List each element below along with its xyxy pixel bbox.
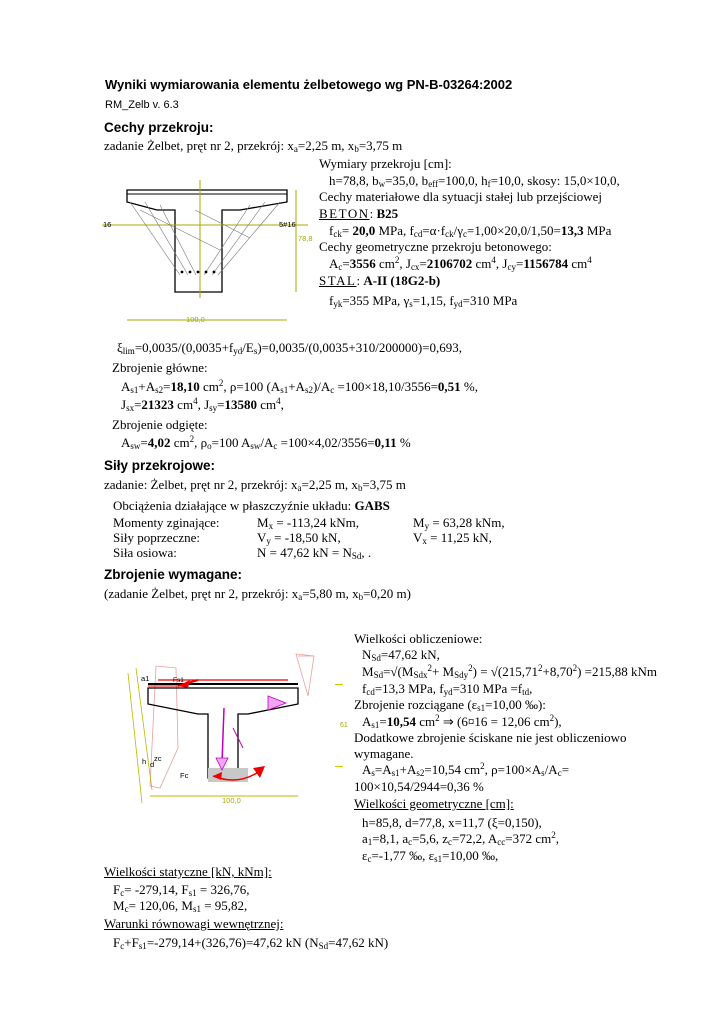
fig2-label-h: h <box>142 757 147 766</box>
moment-my: $M_y = 63,28$ kNm, <box>413 515 505 531</box>
section-heading-zbrojenie: Zbrojenie wymagane: <box>104 567 243 582</box>
fig1-height-label: 78,8 <box>298 234 313 243</box>
forces-row-axial: Siła osiowa: <box>113 545 177 560</box>
task-line-3: (zadanie Żelbet, pręt nr 2, przekrój: $x_a=5,80$ m, $x_b=0,20$ m) <box>104 586 411 602</box>
bent-reinf-label: Zbrojenie odgięte: <box>112 417 208 432</box>
design-nsd: $N_{Sd}=47,62$ kN, <box>362 647 440 663</box>
shear-vx: $V_x = 11,25$ kN, <box>413 530 492 546</box>
fig2-label-zc: zc <box>154 754 162 763</box>
fig2-label-fc: Fc <box>180 771 189 780</box>
main-reinf-line1: $A_{s1}+A_{s2}=18,10$ $cm^2$, ρ=100 $(A_{s1}+A_{s2})/A_c =100\times 18,10/3556=0,51$ %, <box>121 378 478 395</box>
forces-row-shear: Siły poprzeczne: <box>113 530 200 545</box>
task-line-1: zadanie Żelbet, pręt nr 2, przekrój: $x_a=2,25$ m, $x_b=3,75$ m <box>104 138 403 154</box>
moment-mx: $M_x = -113,24$ kNm, <box>257 515 359 531</box>
static-label: Wielkości statyczne [kN, kNm]: <box>104 864 272 879</box>
as-line2: 100×10,54/2944=0,36 % <box>354 779 484 794</box>
fig2-width-label: 100,0 <box>222 796 241 805</box>
design-fcd: $f_{cd}=13,3$ MPa, $f_{yd}=310$ MPa $=f_{td}$, <box>362 681 533 697</box>
geometry-line2: $a_1=8,1$, $a_c=5,6$, $z_c=72,2$, $A_{cc}=372$ $cm^2$, <box>362 830 559 847</box>
materials-label: Cechy materiałowe dla sytuacji stałej lub przejściowej <box>319 189 603 204</box>
tension-line: $A_{s1}=10,54$ $cm^2$ ⇒ (6¤16 = 12,06 $cm^2$), <box>362 713 562 730</box>
fig2-tick-2 <box>335 766 343 767</box>
dims-label: Wymiary przekroju [cm]: <box>319 156 452 171</box>
geometry-label: Wielkości geometryczne [cm]: <box>354 796 514 811</box>
compression-line1: Dodatkowe zbrojenie ściskane nie jest obliczeniowo <box>354 730 627 745</box>
design-label: Wielkości obliczeniowe: <box>354 631 483 646</box>
geom-label: Cechy geometryczne przekroju betonowego: <box>319 239 552 254</box>
section-heading-sily: Siły przekrojowe: <box>104 458 216 473</box>
axial-n: N = 47,62 kN = $N_{Sd}$, . <box>257 545 372 561</box>
tension-label: Zbrojenie rozciągane ($\varepsilon_{s1}=10,00$ ‰): <box>354 697 546 713</box>
design-msd: $M_{Sd}=√(M_{Sdx}^2+ M_{Sdy}^2) = √(215,71^2+8,70^2) =215,88$ kNm <box>362 663 657 680</box>
fig1-label-right: 5#16 <box>279 220 296 229</box>
beton-line: BETON: B25 <box>319 206 399 221</box>
fig2-label-d: d <box>150 760 155 769</box>
fig2-tick-1 <box>335 684 343 685</box>
fig1-width-label: 100,0 <box>186 315 205 324</box>
main-reinf-label: Zbrojenie główne: <box>112 360 208 375</box>
steel-props: $f_{yk}=355$ MPa, $\gamma_s=1,15$, $f_{yd}=310$ MPa <box>329 293 518 309</box>
fig2-label-fs1: Fs1 <box>173 677 184 684</box>
fig1-label-left: 16 <box>103 220 112 229</box>
xi-lim-line: $\xi_{lim}=0,0035/(0,0035+f_{yd}/E_s)=0,0035/(0,0035+310/200000)=0,693$, <box>117 340 463 356</box>
forces-row-moments: Momenty zginające: <box>113 515 220 530</box>
fig2-label-a1: a1 <box>141 674 150 683</box>
equilibrium-line: $F_c+F_{s1}=-279,14+(326,76)=47,62$ kN ($N_{Sd}=47,62$ kN) <box>113 935 389 951</box>
fig2-label-61: 61 <box>340 722 348 729</box>
dims-line: h=78,8, $b_w=35,0$, $b_{eff}=100,0$, $h_f=10,0$, skosy: 15,0×10,0, <box>329 173 620 189</box>
main-reinf-line2: $J_{sx}=21323$ $cm^4$, $J_{sy}=13580$ $cm^4$, <box>121 396 284 413</box>
section-heading-cechy: Cechy przekroju: <box>104 120 214 135</box>
program-version: RM_Zelb v. 6.3 <box>105 99 179 111</box>
shear-vy: $V_y = -18,50$ kN, <box>257 530 341 546</box>
equilibrium-label: Warunki równowagi wewnętrznej: <box>104 916 284 931</box>
bent-reinf-line: $A_{sw}=4,02$ $cm^2$, $\rho_o=100$ $A_{sw}/A_c =100\times 4,02/3556=0,11$ % <box>121 434 411 451</box>
geometry-line3: $\varepsilon_c=-1,77$ ‰, $\varepsilon_{s1}=10,00$ ‰, <box>362 848 499 864</box>
static-line2: $M_c= 120,06$, $M_{s1} = 95,82$, <box>113 898 248 914</box>
geometry-line1: h=85,8, d=77,8, x=11,7 (ξ=0,150), <box>362 815 542 830</box>
geom-line: $A_c=3556$ $cm^2$, $J_{cx}=2106702$ $cm^4$, $J_{cy}=1156784$ $cm^4$ <box>329 255 592 272</box>
task-line-2: zadanie: Żelbet, pręt nr 2, przekrój: $x_a=2,25$ m, $x_b=3,75$ m <box>104 477 406 493</box>
as-line1: $A_s=A_{s1}+A_{s2}=10,54$ $cm^2$, $\rho=100\times A_s/A_c=$ <box>362 761 570 778</box>
static-line1: $F_c= -279,14$, $F_{s1} = 326,76$, <box>113 882 250 898</box>
loads-label: Obciążenia działające w płaszczyźnie układu: GABS <box>113 498 390 513</box>
stress-diagram <box>118 628 343 808</box>
stal-line: STAL: A-II (18G2-b) <box>319 273 441 288</box>
fck-line: $f_{ck}= 20,0$ MPa, $f_{cd}=\alpha\cdot f_{ck}/\gamma_c=1,00\times 20,0/1,50=13,3$ MPa <box>329 223 612 239</box>
document-title: Wyniki wymiarowania elementu żelbetowego wg PN-B-03264:2002 <box>105 77 513 92</box>
compression-line2: wymagane. <box>354 746 414 761</box>
cross-section-diagram <box>100 180 315 330</box>
